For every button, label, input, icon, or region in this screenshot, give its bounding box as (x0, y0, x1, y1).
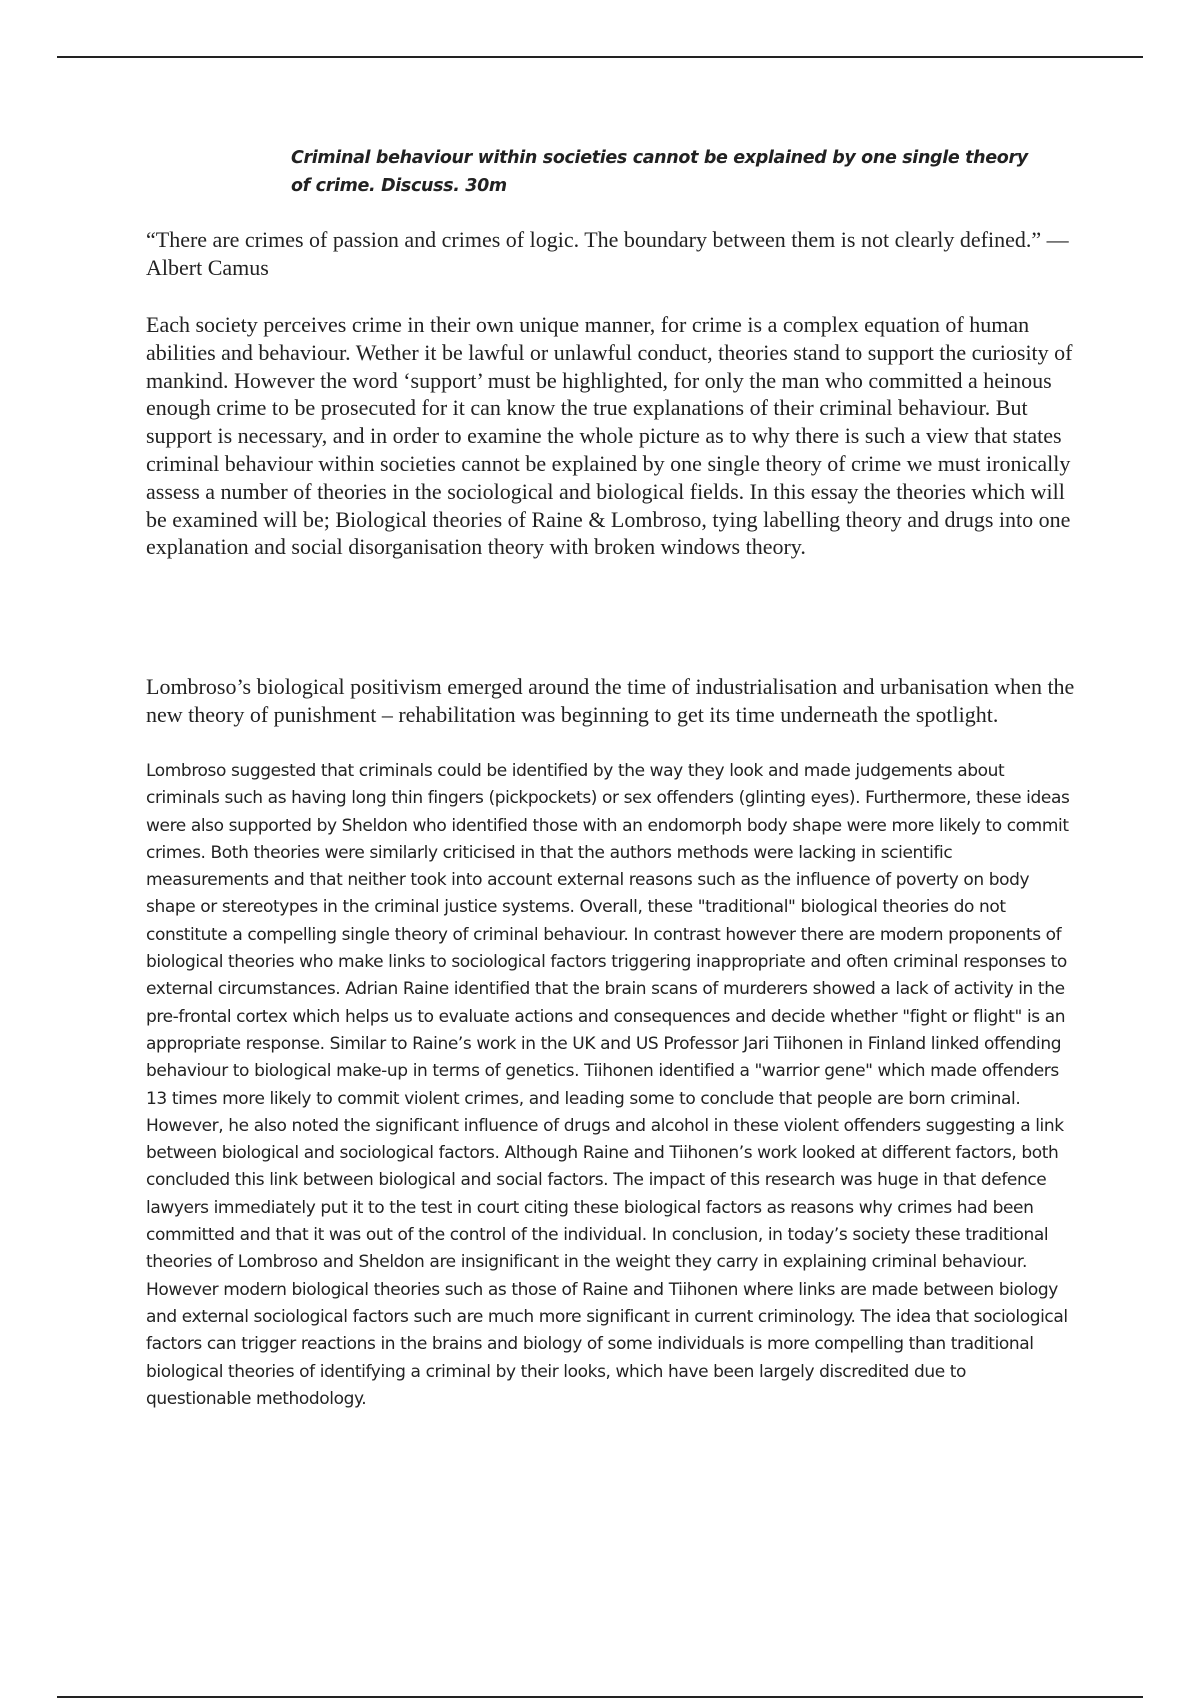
essay-title: Criminal behaviour within societies cannot be explained by one single theory of crime. Discuss. 30m (291, 148, 1028, 196)
epigraph-quote: “There are crimes of passion and crimes of logic. The boundary between them is not clearly defined.” — Albert Camus (146, 227, 1069, 280)
top-rule (57, 56, 1143, 58)
intro-paragraph: Each society perceives crime in their own unique manner, for crime is a complex equation of human abilities and behaviour. Wether it be lawful or unlawful conduct, theories stand to support the curiosity of mankind. However the word ‘support’ must be highlighted, for only the man who committed a heinous enough crime to be prosecuted for it can know the true explanations of their criminal behaviour. But support is necessary, and in order to examine the whole picture as to why there is such a view that states criminal behaviour within societies cannot be explained by one single theory of crime we must ironically assess a number of theories in the sociological and biological fields. In this essay the theories which will be examined will be; Biological theories of Raine & Lombroso, tying labelling theory and drugs into one explanation and social disorganisation theory with broken windows theory. (146, 312, 1073, 560)
lombroso-body-paragraph: Lombroso suggested that criminals could be identified by the way they look and made judgements about criminals such as having long thin fingers (pickpockets) or sex offenders (glinting eyes). Furthermore, these ideas were also supported by Sheldon who identified those with an endomorph body shape were more likely to commit crimes. Both theories were similarly criticised in that the authors methods were lacking in scientific measurements and that neither took into account external reasons such as the influence of poverty on body shape or stereotypes in the criminal justice systems. Overall, these "traditional" biological theories do not constitute a compelling single theory of criminal behaviour. In contrast however there are modern proponents of biological theories who make links to sociological factors triggering inappropriate and often criminal responses to external circumstances. Adrian Raine identified that the brain scans of murderers showed a lack of activity in the pre-frontal cortex which helps us to evaluate actions and consequences and decide whether "fight or flight" is an appropriate response. Similar to Raine’s work in the UK and US Professor Jari Tiihonen in Finland linked offending behaviour to biological make-up in terms of genetics. Tiihonen identified a "warrior gene" which made offenders 13 times more likely to commit violent crimes, and leading some to conclude that people are born criminal. However, he also noted the significant influence of drugs and alcohol in these violent offenders suggesting a link between biological and sociological factors. Although Raine and Tiihonen’s work looked at different factors, both concluded this link between biological and social factors. The impact of this research was huge in that defence lawyers immediately put it to the test in court citing these biological factors as reasons why crimes had been committed and that it was out of the control of the individual. In conclusion, in today’s society these traditional theories of Lombroso and Sheldon are insignificant in the weight they carry in explaining criminal behaviour. However modern biological theories such as those of Raine and Tiihonen where links are made between biology and external sociological factors such are much more significant in current criminology. The idea that sociological factors can trigger reactions in the brains and biology of some individuals is more compelling than traditional biological theories of identifying a criminal by their looks, which have been largely discredited due to questionable methodology. (146, 761, 1070, 1409)
lombroso-intro-paragraph: Lombroso’s biological positivism emerged around the time of industrialisation and urbanisation when the new theory of punishment – rehabilitation was beginning to get its time underneath the spotlight. (146, 674, 1075, 727)
bottom-rule (57, 1696, 1143, 1698)
